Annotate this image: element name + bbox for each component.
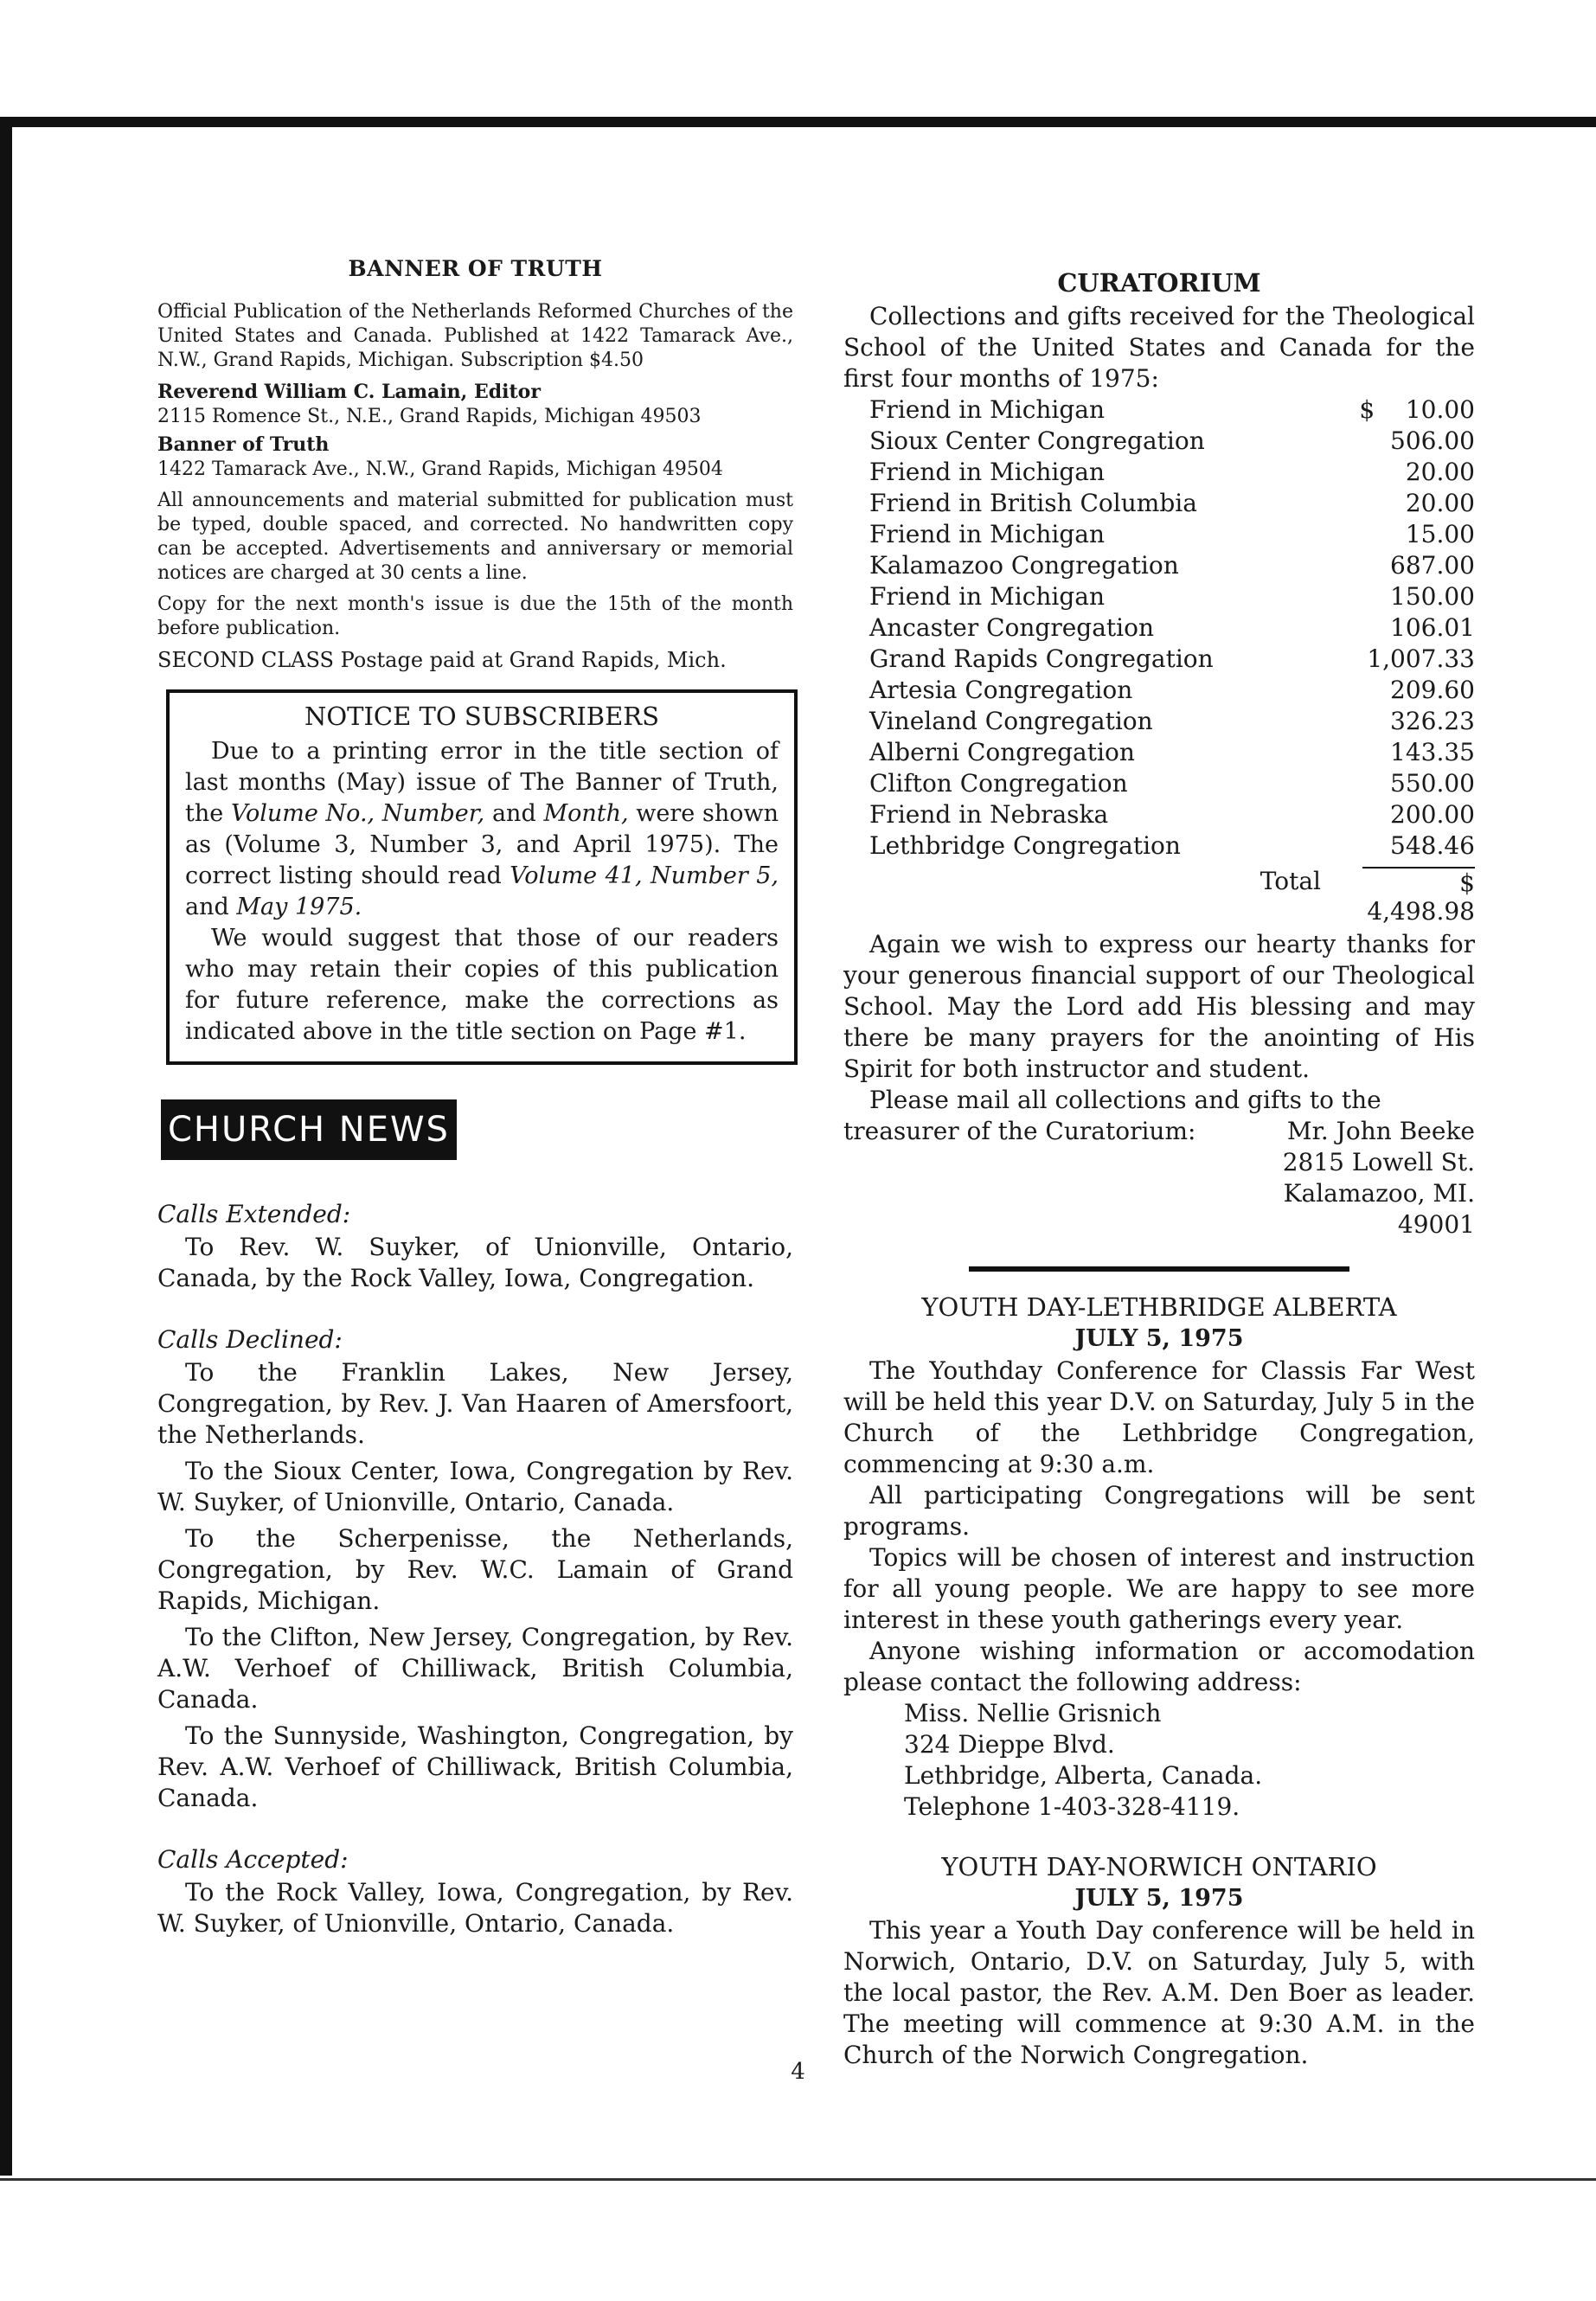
curatorium-title: CURATORIUM [1057, 268, 1261, 298]
collection-amount: 150.00 [1390, 582, 1475, 611]
collection-row [869, 768, 1475, 799]
collection-source: Sioux Center Congregation [869, 426, 1205, 455]
collection-row [869, 394, 1475, 426]
scan-left-edge [0, 117, 12, 2176]
youth-norwich-title: YOUTH DAY-NORWICH ONTARIO [941, 1852, 1377, 1881]
collection-source: Friend in Michigan [869, 520, 1106, 548]
treasurer-address [1283, 1116, 1475, 1240]
postage-note: SECOND CLASS Postage paid at Grand Rapids, Mich. [157, 648, 727, 672]
editor-name: Reverend William C. Lamain, Editor [157, 381, 541, 403]
treasurer-city: Kalamazoo, MI. [1283, 1179, 1475, 1208]
collection-row [869, 612, 1475, 644]
office-block [157, 433, 793, 482]
youth-lethbridge-p2: All participating Congregations will be sent programs. [843, 1481, 1475, 1541]
collection-source: Friend in Michigan [869, 395, 1106, 424]
notice-text-a: Due to a printing error in the title section of last months (May) issue of The Banner of Truth, the [185, 738, 779, 827]
church-news-banner: CHURCH NEWS [161, 1099, 457, 1160]
collection-amount: 209.60 [1390, 676, 1475, 704]
notice-text-volume: Volume No., Number, [230, 800, 485, 827]
notice-box [166, 689, 798, 1065]
collection-row [869, 737, 1475, 768]
editor-block [157, 380, 793, 429]
collection-amount: 548.46 [1390, 831, 1475, 860]
notice-text-d: and [185, 894, 237, 920]
section-divider [969, 1266, 1349, 1272]
collection-source: Friend in British Columbia [869, 489, 1197, 517]
collection-amount: 200.00 [1390, 800, 1475, 829]
youth-lethbridge-p3: Topics will be chosen of interest and instruction for all young people. We are happy to see more interest in these youth gatherings every year. [843, 1543, 1475, 1634]
collection-amount: 20.00 [1405, 489, 1475, 517]
right-column [843, 268, 1475, 2071]
calls-accepted-heading: Calls Accepted: [157, 1845, 349, 1874]
collection-amount: 106.01 [1390, 613, 1475, 642]
collection-row [869, 519, 1475, 550]
collection-amount: 326.23 [1390, 707, 1475, 735]
call-accepted-item: To the Rock Valley, Iowa, Congregation, by Rev. W. Suyker, of Unionville, Ontario, Canada. [157, 1878, 793, 1938]
left-column [157, 256, 793, 1939]
notice-text-b: were shown as (Volume 3, Number 3, and April 1975). The correct listing should read [185, 800, 779, 889]
calls-declined-heading: Calls Declined: [157, 1325, 343, 1354]
notice-paragraph-2: We would suggest that those of our readers who may retain their copies of this publication for future reference, make the corrections as indicated above in the title section on Page #1. [185, 925, 779, 1045]
collections-total-row [843, 867, 1475, 926]
collection-source: Clifton Congregation [869, 769, 1128, 798]
collection-row [869, 644, 1475, 675]
office-name: Banner of Truth [157, 433, 330, 456]
total-label: Total [1259, 867, 1321, 895]
editor-address: 2115 Romence St., N.E., Grand Rapids, Michigan 49503 [157, 406, 702, 427]
call-declined-item: To the Sunnyside, Washington, Congregation, by Rev. A.W. Verhoef of Chilliwack, British Columbia, Canada. [157, 1721, 793, 1812]
scan-bottom-line [0, 2178, 1596, 2181]
collection-source: Artesia Congregation [869, 676, 1133, 704]
youth-lethbridge-title: YOUTH DAY-LETHBRIDGE ALBERTA [921, 1292, 1397, 1322]
collection-amount: 550.00 [1390, 769, 1475, 798]
collection-source: Friend in Michigan [869, 458, 1106, 486]
collection-source: Alberni Congregation [869, 738, 1135, 766]
announcements-policy: All announcements and material submitted for publication must be typed, double spaced, and corrected. No handwritten copy can be accepted. Advertisements and anniversary or memorial notices are charged at 30 cents a line. [157, 490, 793, 584]
collection-row [869, 426, 1475, 457]
collection-row [869, 706, 1475, 737]
notice-text-c: Volume 41, Number 5, [510, 862, 779, 889]
masthead-description: Official Publication of the Netherlands Reformed Churches of the United States and Canada. Published at 1422 Tamarack Ave., N.W., Grand Rapids, Michigan. Subscription $4.50 [157, 301, 793, 371]
curatorium-intro: Collections and gifts received for the Theological School of the United States and Canada for the first four months of 1975: [843, 302, 1475, 393]
collection-amount: 506.00 [1390, 426, 1475, 455]
collection-amount: 15.00 [1405, 520, 1475, 548]
page-number: 4 [791, 2059, 805, 2085]
mail-intro: Please mail all collections and gifts to the [869, 1086, 1381, 1114]
curatorium-thanks: Again we wish to express our hearty thanks for your generous financial support of our Theological School. May the Lord add His blessing and may there be many prayers for the anointing of His Spirit for both instructor and student. [843, 930, 1475, 1083]
mail-block [843, 1116, 1475, 1240]
treasurer-name: Mr. John Beeke [1286, 1117, 1475, 1145]
collections-table [869, 394, 1475, 862]
youth-lethbridge-p1: The Youthday Conference for Classis Far West will be held this year D.V. on Saturday, July 5 in the Church of the Lethbridge Congregation, commencing at 9:30 a.m. [843, 1356, 1475, 1478]
collection-row [869, 488, 1475, 519]
scan-top-border [0, 117, 1596, 127]
notice-title: NOTICE TO SUBSCRIBERS [304, 702, 659, 731]
collection-source: Friend in Michigan [869, 582, 1106, 611]
notice-paragraph-1 [185, 736, 779, 923]
call-declined-item: To the Clifton, New Jersey, Congregation, by Rev. A.W. Verhoef of Chilliwack, British Columbia, Canada. [157, 1623, 793, 1714]
youth-lethbridge-contact [904, 1698, 1475, 1823]
collection-source: Lethbridge Congregation [869, 831, 1181, 860]
collection-row [869, 675, 1475, 706]
total-value: $ 4,498.98 [1362, 867, 1475, 926]
collection-source: Ancaster Congregation [869, 613, 1155, 642]
mail-intro-2: treasurer of the Curatorium: [843, 1117, 1196, 1145]
contact-line: Lethbridge, Alberta, Canada. [904, 1761, 1263, 1790]
collection-row [869, 581, 1475, 612]
youth-lethbridge-p4: Anyone wishing information or accomodation please contact the following address: [843, 1637, 1475, 1696]
calls-extended-heading: Calls Extended: [157, 1200, 351, 1228]
contact-line: Miss. Nellie Grisnich [904, 1699, 1162, 1727]
contact-line: Telephone 1-403-328-4119. [904, 1792, 1240, 1821]
collection-amount: 687.00 [1390, 551, 1475, 580]
collection-source: Kalamazoo Congregation [869, 551, 1179, 580]
collection-source: Friend in Nebraska [869, 800, 1109, 829]
collection-source: Vineland Congregation [869, 707, 1153, 735]
call-declined-item: To the Scherpenisse, the Netherlands, Congregation, by Rev. W.C. Lamain of Grand Rapids, Michigan. [157, 1524, 793, 1615]
collection-row [869, 830, 1475, 862]
copy-due-note: Copy for the next month's issue is due the 15th of the month before publication. [157, 593, 793, 639]
youth-norwich-date: JULY 5, 1975 [1074, 1885, 1244, 1912]
collection-amount: 1,007.33 [1367, 644, 1475, 673]
youth-lethbridge-date: JULY 5, 1975 [1074, 1325, 1244, 1352]
collection-row [869, 799, 1475, 830]
collection-row [869, 457, 1475, 488]
call-extended-item: To Rev. W. Suyker, of Unionville, Ontario, Canada, by the Rock Valley, Iowa, Congregation. [157, 1233, 793, 1292]
notice-text-and: and [484, 800, 544, 827]
masthead-title: BANNER OF TRUTH [348, 256, 603, 281]
collection-amount: $ 10.00 [1359, 395, 1475, 424]
youth-norwich-p1: This year a Youth Day conference will be held in Norwich, Ontario, D.V. on Saturday, July 5, with the local pastor, the Rev. A.M. Den Boer as leader. The meeting will commence at 9:30 A.M. in the Church of the Norwich Congregation. [843, 1916, 1475, 2069]
collection-amount: 143.35 [1390, 738, 1475, 766]
treasurer-zip: 49001 [1397, 1210, 1475, 1239]
contact-line: 324 Dieppe Blvd. [904, 1730, 1115, 1759]
office-address: 1422 Tamarack Ave., N.W., Grand Rapids, Michigan 49504 [157, 458, 723, 480]
call-declined-item: To the Sioux Center, Iowa, Congregation by Rev. W. Suyker, of Unionville, Ontario, Canada. [157, 1457, 793, 1516]
collection-amount: 20.00 [1405, 458, 1475, 486]
treasurer-street: 2815 Lowell St. [1282, 1148, 1475, 1176]
call-declined-item: To the Franklin Lakes, New Jersey, Congregation, by Rev. J. Van Haaren of Amersfoort, the Netherlands. [157, 1358, 793, 1449]
collection-source: Grand Rapids Congregation [869, 644, 1214, 673]
collection-row [869, 550, 1475, 581]
notice-text-e: May 1975. [236, 894, 362, 920]
notice-text-month: Month, [543, 800, 629, 827]
